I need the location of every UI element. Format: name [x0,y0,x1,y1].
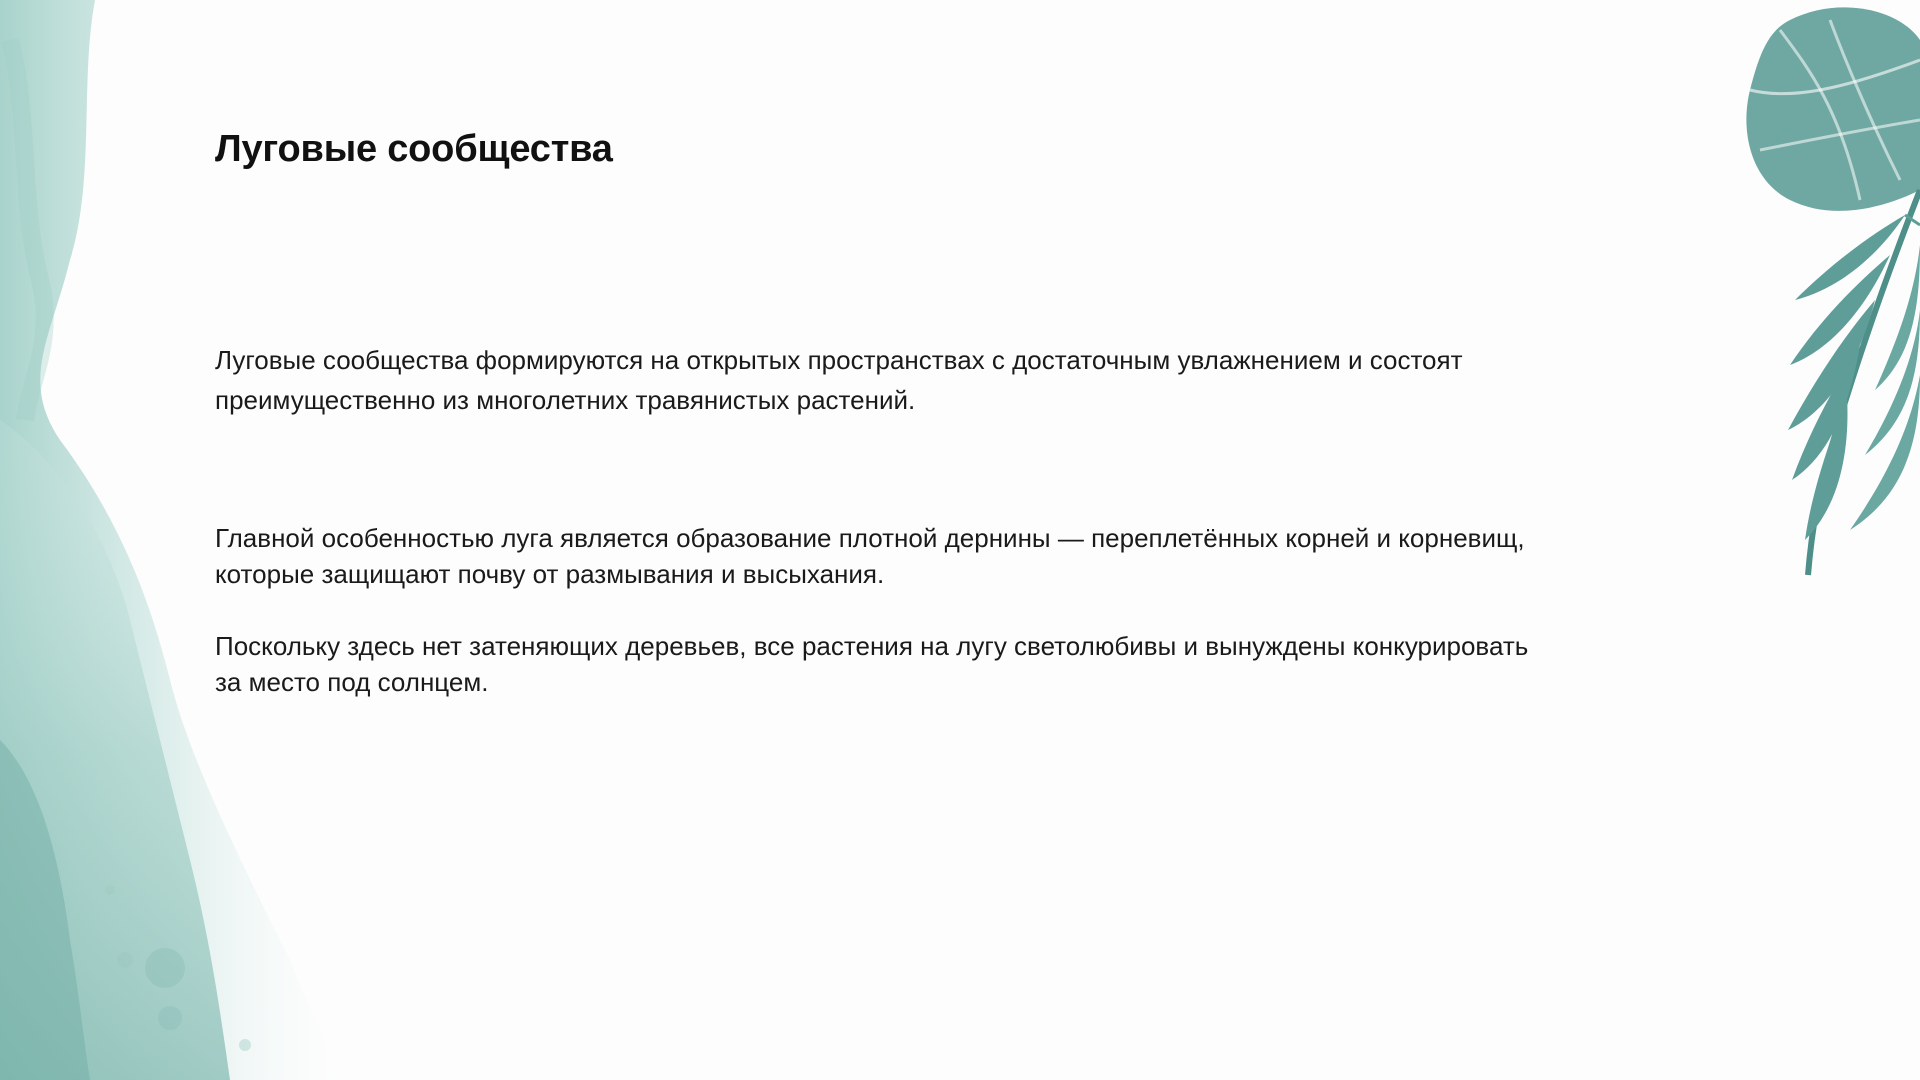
paragraph-sod-feature: Главной особенностью луга является образование плотной дернины — переплетённых корней и корневищ, которые защищают почву от размывания и высыхания. [215,523,1525,589]
tropical-leaves-icon [1670,0,1920,590]
paragraph-light-competition: Поскольку здесь нет затеняющих деревьев, все растения на лугу светолюбивы и вынуждены конкурировать за место под солнцем. [215,631,1529,697]
slide-title: Луговые сообщества [215,128,613,170]
paragraph-meadow-definition: Луговые сообщества формируются на открытых пространствах с достаточным увлажнением и состоят преимущественно из многолетних травянистых растений. [215,345,1463,415]
